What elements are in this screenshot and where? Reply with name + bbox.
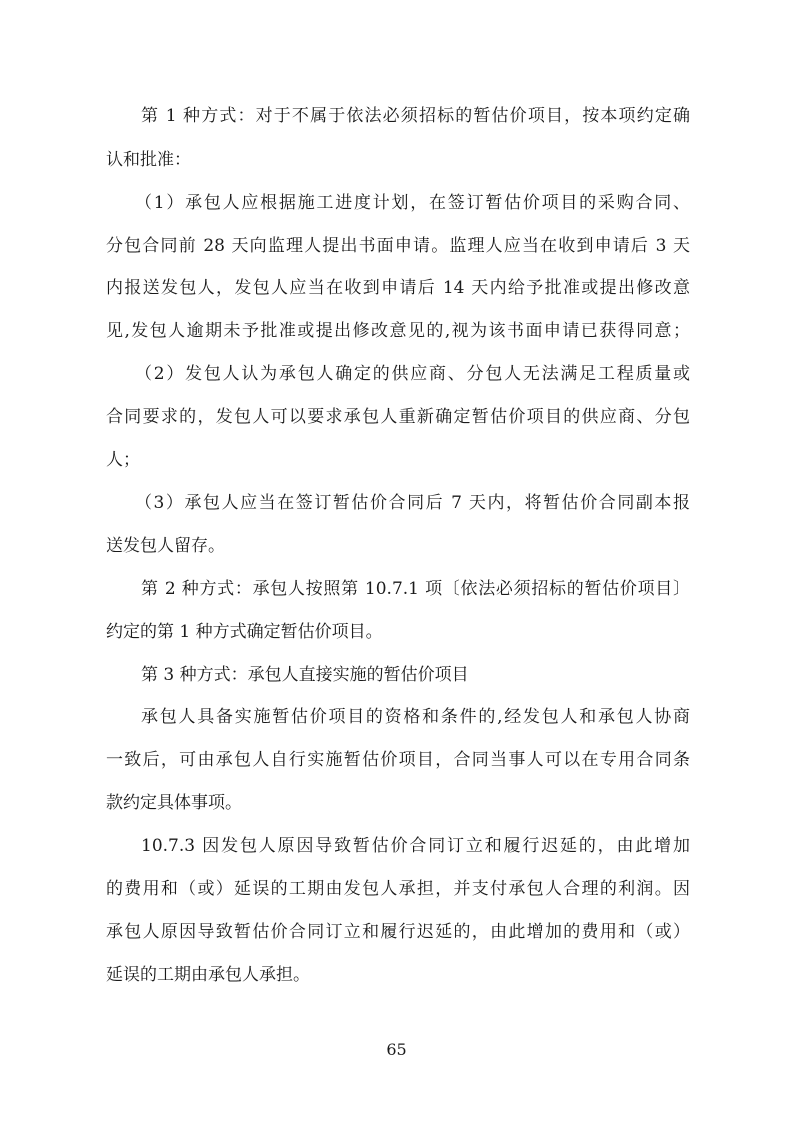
text-line: 人； <box>106 450 140 470</box>
text-line: 款约定具体事项。 <box>106 793 242 813</box>
text-line: 见,发包人逾期未予批准或提出修改意见的,视为该书面申请已获得同意； <box>106 321 690 341</box>
text-line: （2）发包人认为承包人确定的供应商、分包人无法满足工程质量或 <box>135 364 690 384</box>
text-line: 的费用和（或）延误的工期由发包人承担，并支付承包人合理的利润。因 <box>106 879 690 899</box>
text-line: （3）承包人应当在签订暂估价合同后 7 天内，将暂估价合同副本报 <box>135 493 690 513</box>
text-line: 承包人原因导致暂估价合同订立和履行迟延的，由此增加的费用和（或） <box>106 922 690 942</box>
text-line: 第 1 种方式：对于不属于依法必须招标的暂估价项目，按本项约定确 <box>141 106 690 126</box>
text-line: 分包合同前 28 天向监理人提出书面申请。监理人应当在收到申请后 3 天 <box>106 236 690 256</box>
text-line: 第 3 种方式：承包人直接实施的暂估价项目 <box>141 665 469 685</box>
text-line: 10.7.3 因发包人原因导致暂估价合同订立和履行迟延的，由此增加 <box>141 836 690 856</box>
text-line: 第 2 种方式：承包人按照第 10.7.1 项〔依法必须招标的暂估价项目〕 <box>141 579 690 599</box>
page-number: 65 <box>386 1040 407 1059</box>
text-line: 合同要求的，发包人可以要求承包人重新确定暂估价项目的供应商、分包 <box>106 407 690 427</box>
text-line: 送发包人留存。 <box>106 536 225 556</box>
text-line: 延误的工期由承包人承担。 <box>106 965 310 985</box>
text-line: 一致后，可由承包人自行实施暂估价项目，合同当事人可以在专用合同条 <box>106 750 690 770</box>
text-line: 约定的第 1 种方式确定暂估价项目。 <box>106 622 383 642</box>
text-line: 承包人具备实施暂估价项目的资格和条件的,经发包人和承包人协商 <box>141 707 690 727</box>
text-line: （1）承包人应根据施工进度计划，在签订暂估价项目的采购合同、 <box>135 193 690 213</box>
text-line: 内报送发包人，发包人应当在收到申请后 14 天内给予批准或提出修改意 <box>106 278 690 298</box>
text-line: 认和批准： <box>106 150 191 170</box>
